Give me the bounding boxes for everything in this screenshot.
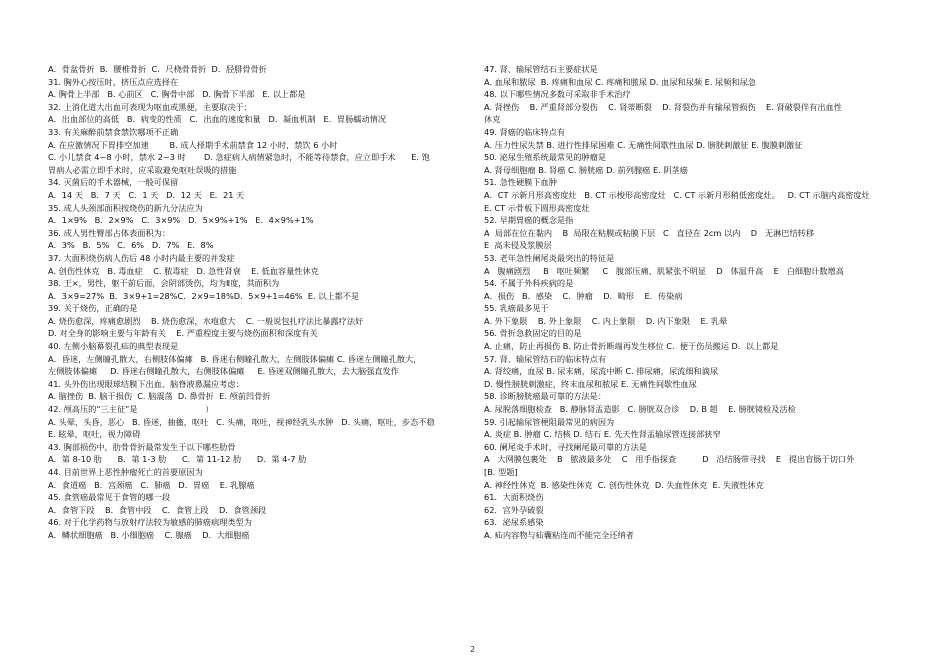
right-column-line: A 腹痛剧烈 B 呕吐频繁 C 腹部压痛、肌紧张不明显 D 体温升高 E 白细胞计数增高 xyxy=(484,265,844,276)
left-column-line: A．食道癌 B．宫颈癌 C．肺癌 D．胃癌 E. 乳腺癌 xyxy=(48,479,255,490)
right-column-line: 56. 骨折急救固定的目的是 xyxy=(484,328,582,339)
right-column-line: A. 外下象限 B. 外上象限 C. 内上象限 D. 内下象限 E. 乳晕 xyxy=(484,315,728,326)
left-column-line: 胃病人必需立即手术时，应采取避免呕吐误吸的措施 xyxy=(48,164,237,175)
right-column-line: A. 肾挫伤 B. 严重肾部分裂伤 C. 肾蒂断裂 D. 肾裂伤并有输尿管损伤 E. 肾破裂伴有出血性 xyxy=(484,101,842,112)
left-column-line: 31. 胸外心按压时，挤压点应选择在 xyxy=(48,76,179,87)
right-column-line: A．CT 示新月形高密度灶 B. CT 示梭形高密度灶 C. CT 示新月形稍低密度灶。 D. CT 示脑内高密度灶 xyxy=(484,189,870,200)
right-column-line: A 大网膜包裹处 B 脓液最多处 C 用手指探查 D 沿结肠带寻找 E 提出盲肠于切口外 xyxy=(484,454,855,465)
right-column xyxy=(484,63,899,542)
right-column-line: [B. 型题] xyxy=(484,467,518,477)
right-column-line: 50. 泌尿生殖系统最常见的肿瘤是 xyxy=(484,152,607,163)
left-column-line: 38. 王×，男性，躯干前后面，会阴部烫伤，均为Ⅱ度，其面积为 xyxy=(48,278,280,289)
left-column-line: 33. 有关麻醉前禁食禁饮哪项不正确 xyxy=(48,126,179,137)
left-column-line: C. 小儿禁食 4~8 小时，禁水 2~3 时 D. 急症病人病情紧急时，不能等待禁食，应立即手术 E. 饱 xyxy=(48,152,430,163)
left-column-line: A．1×9% B．2×9% C．3×9% D．5×9%+1% E．4×9%+1% xyxy=(48,215,314,226)
left-column-line: A．昏迷，左侧瞳孔散大，右侧肢体偏瘫 B. 昏迷右侧瞳孔散大，左侧肢体偏瘫 C. 昏迷左侧瞳孔散大， xyxy=(48,353,422,364)
right-column-line: 59. 引起输尿管梗阻最常见的病因为 xyxy=(484,416,615,427)
left-column-line: A．食管下段 B．食管中段 C．食管上段 D．食管颈段 xyxy=(48,504,267,515)
right-column-line: 60. 阑尾炎手术时，寻找阑尾最可靠的方法是 xyxy=(484,441,647,452)
right-column-line: A 局部在位在黏内 B 局限在粘膜或粘膜下层 C 直径在 2cm 以内 D 无淋巴结转移 xyxy=(484,227,815,238)
left-column-line: A．3% B．5% C．6% D．7% E．8% xyxy=(48,240,214,251)
left-column-line: 41. 头外伤出现眼球结膜下出血、脑脊液鼻漏应考虑： xyxy=(48,378,244,389)
left-column-line: 32. 上消化道大出血可表现为呕血或黑便，主要取决于： xyxy=(48,101,252,112)
left-column-line: A．3×9=27% B．3×9+1=28%C．2×9=18%D．5×9+1=46% E. 以上都不是 xyxy=(48,290,360,301)
left-column-line: 45. 食管癌最常见于食管的哪一段 xyxy=(48,492,171,503)
left-column-line: A. 头晕，头昏，恶心 B. 昏迷，抽搐，呕吐 C. 头痛，呕吐，视神经乳头水肿 D. 头痛，呕吐，步态不稳 xyxy=(48,416,435,427)
right-column-line: D. 慢性膀胱刺激症，终末血尿和脓尿 E. 无痛性间歇性血尿 xyxy=(484,378,697,389)
left-column-line: 37. 大面积烧伤病人伤后 48 小时内最主要的并发症 xyxy=(48,252,235,263)
left-column-line: A. 烧伤愈深，疼痛愈剧烈 B. 烧伤愈深，水疱愈大 C. 一般说包扎疗法比暴露疗法好 xyxy=(48,315,364,326)
left-column-line: D. 对全身的影响主要与年龄有关 E. 严重程度主要与烧伤面积和深度有关 xyxy=(48,328,318,339)
left-column-line: 34. 灭菌后的手术器械，一般可保留 xyxy=(48,177,179,188)
left-column-line: 42. 颅高压的“三主征”是 ） xyxy=(48,404,214,415)
right-column-line: 休克 xyxy=(484,114,501,125)
left-column-line: 36. 成人男性臀部占体表面积为： xyxy=(48,227,171,238)
right-column-line: 51. 急性硬膜下血肿 xyxy=(484,177,557,188)
page-number: 2 xyxy=(470,645,476,654)
left-column-line: A．骨盆骨折 B．腰椎骨折 C．尺桡骨骨折 D．胫腓骨骨折 xyxy=(48,64,267,74)
left-column-line: 44. 目前世界上恶性肿瘤死亡的首要原因为 xyxy=(48,467,203,477)
left-column-line: 35. 成人头颈部面积按烧伤的新九分法应为 xyxy=(48,202,203,213)
right-column-line: A. 血尿和脓尿 B. 疼痛和血尿 C. 疼痛和脓尿 D. 血尿和尿频 E. 尿频和尿急 xyxy=(484,76,756,87)
left-column-line: A．出血部位的高低 B．病变的性质 C．出血的速度和量 D．凝血机制 E．胃肠蠕动情况 xyxy=(48,114,387,125)
right-column-line: 54. 不属于外科疾病的是 xyxy=(484,278,574,289)
right-column-line: E. CT 示骨板下圆形高密度灶 xyxy=(484,202,590,213)
right-column-line: 49. 肾癌的临床特点有 xyxy=(484,126,566,137)
left-column xyxy=(48,63,463,542)
right-column-line: 52. 早期胃癌的概念是指 xyxy=(484,215,574,226)
left-column-line: A. 创伤性休克 B. 毒血症 C. 脓毒症 D. 急性肾衰 E. 低血容量性休克 xyxy=(48,265,319,276)
right-column-line: A. 肾母细胞瘤 B. 肾癌 C. 膀胱癌 D. 前列腺癌 E. 阴茎癌 xyxy=(484,164,688,175)
right-column-line: 58. 诊断膀胱癌最可靠的方法是： xyxy=(484,391,607,402)
left-column-line: 左侧肢体偏瘫 D. 昏迷右侧瞳孔散大，右侧肢体偏瘫 E. 昏迷双侧瞳孔散大，去大脑强直发作 xyxy=(48,366,399,377)
right-column-line: 55. 乳癌最多见于 xyxy=(484,303,549,314)
right-column-line: 62．宫外孕破裂 xyxy=(484,504,544,515)
left-column-line: A. 脑挫伤 B. 脑干损伤 C. 脑震荡 D. 鼻骨折 E. 颅前凹骨折 xyxy=(48,391,271,402)
right-column-line: A. 炎症 B. 肿瘤 C. 结核 D. 结石 E. 先天性肾盂输尿管连接部狭窄 xyxy=(484,429,721,440)
left-column-line: E. 眩晕，呕吐，视力障碍 xyxy=(48,429,141,440)
right-column-line: 53. 老年急性阑尾炎最突出的特征是 xyxy=(484,252,615,263)
left-column-line: 43. 胸部损伤中，肋骨骨折最常发生于以下哪些肋骨 xyxy=(48,441,236,452)
left-column-line: A. 胸骨上半部 B. 心前区 C. 胸骨中部 D. 胸骨下半部 E. 以上都是 xyxy=(48,89,306,100)
right-column-line: 63．泌尿系感染 xyxy=(484,517,544,528)
left-column-line: A．第 8-10 肋 B．第 1-3 肋 C．第 11-12 肋 D．第 4-7 肋 xyxy=(48,454,307,465)
left-column-line: A. 在应激情况下胃排空加速 B. 成人择期手术前禁食 12 小时，禁饮 6 小时 xyxy=(48,139,338,150)
right-column-line: 57. 肾、输尿管结石的临床特点有 xyxy=(484,353,607,364)
left-column-line: A．14 天 B．7 天 C．1 天 D．12 天 E．21 天 xyxy=(48,189,245,200)
left-column-line: 39. 关于烧伤，正确的是 xyxy=(48,303,138,314)
left-column-line: A．鳞状细胞癌 B. 小细胞癌 C. 腺癌 D．大细胞癌 xyxy=(48,529,250,540)
right-column-line: 61．大面积烧伤 xyxy=(484,492,544,503)
right-column-line: E 高未侵及浆膜层 xyxy=(484,240,552,251)
left-column-line: 46. 对于化学药物与放射疗法较为敏感的肺癌病理类型为 xyxy=(48,517,252,528)
right-column-line: A．损伤 B．感染 C．肿瘤 D．畸形 E．传染病 xyxy=(484,290,683,301)
left-column-line: 40. 左侧小脑幕裂孔疝的典型表现是 xyxy=(48,341,179,352)
right-column-line: A. 尿脱落细胞检查 B. 静脉肾盂造影 C. 膀胱双合诊 D. B 超 E. 膀胱镜检及活检 xyxy=(484,404,796,415)
right-column-line: A. 疝内容物与疝囊粘连而不能完全还纳者 xyxy=(484,529,634,540)
right-column-line: 48. 以下哪些情况多数可采取非手术治疗 xyxy=(484,89,631,100)
right-column-line: A. 神经性休克 B. 感染性休克 C. 创伤性休克 D. 失血性休克 E. 失液性休克 xyxy=(484,479,764,490)
right-column-line: A. 压力性尿失禁 B. 进行性排尿困难 C. 无痛性间歇性血尿 D. 膀胱刺激征 E. 腹膜刺激征 xyxy=(484,139,803,150)
right-column-line: A. 肾绞痛，血尿 B. 尿末痛，尿流中断 C. 排尿痛，尿流细和滴尿 xyxy=(484,366,719,377)
right-column-line: 47. 肾、输尿管结石主要症状是 xyxy=(484,64,598,74)
right-column-line: A. 止痛，防止再损伤 B. 防止骨折断端再发生移位 C. 便于伤员搬运 D. 以上都是 xyxy=(484,341,779,352)
